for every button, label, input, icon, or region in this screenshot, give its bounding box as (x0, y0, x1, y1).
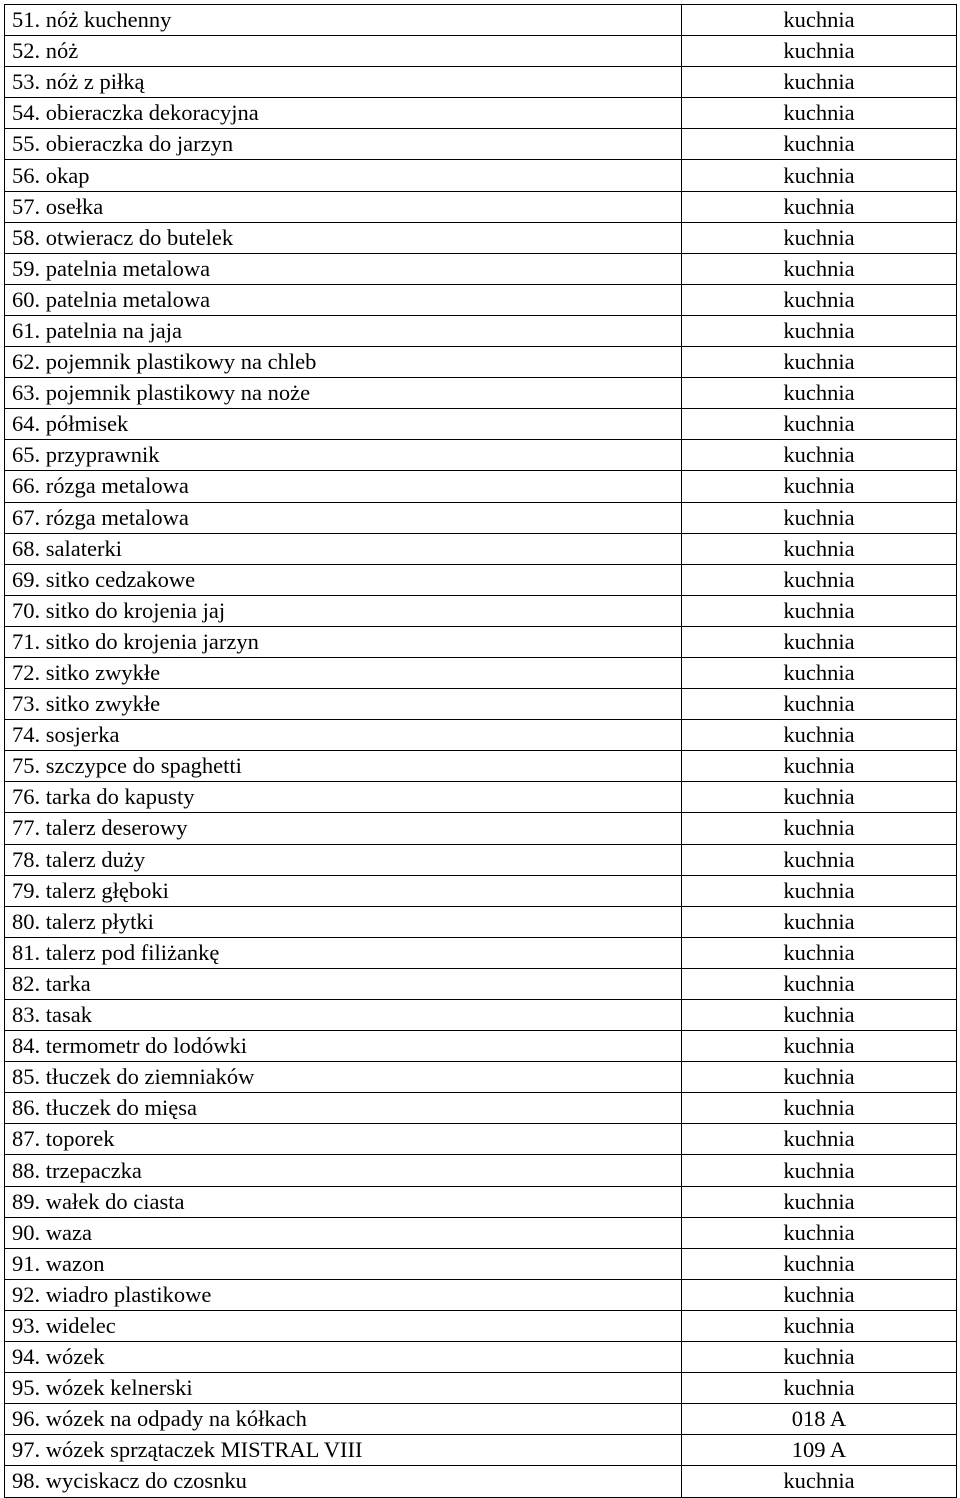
table-row (5, 751, 957, 782)
item-location-cell: kuchnia (682, 129, 957, 160)
item-location-cell: 109 A (682, 1435, 957, 1466)
item-location-cell: kuchnia (682, 440, 957, 471)
table-row (5, 160, 957, 191)
table-row (5, 1031, 957, 1062)
table-row (5, 533, 957, 564)
item-name-cell: 55. obieraczka do jarzyn (5, 129, 682, 160)
table-row (5, 844, 957, 875)
table-row (5, 129, 957, 160)
item-name-cell: 72. sitko zwykłe (5, 657, 682, 688)
table-row (5, 378, 957, 409)
item-name-cell: 61. patelnia na jaja (5, 315, 682, 346)
table-row (5, 1466, 957, 1497)
item-name-cell: 76. tarka do kapusty (5, 782, 682, 813)
table-row (5, 1310, 957, 1341)
item-name-cell: 58. otwieracz do butelek (5, 222, 682, 253)
item-location-cell: kuchnia (682, 595, 957, 626)
table-row (5, 36, 957, 67)
item-location-cell: kuchnia (682, 1062, 957, 1093)
item-location-cell: kuchnia (682, 67, 957, 98)
item-name-cell: 65. przyprawnik (5, 440, 682, 471)
item-name-cell: 97. wózek sprzątaczek MISTRAL VIII (5, 1435, 682, 1466)
item-location-cell: kuchnia (682, 626, 957, 657)
item-name-cell: 90. waza (5, 1217, 682, 1248)
item-location-cell: kuchnia (682, 1279, 957, 1310)
table-row (5, 968, 957, 999)
item-name-cell: 88. trzepaczka (5, 1155, 682, 1186)
item-location-cell: kuchnia (682, 98, 957, 129)
table-row (5, 1248, 957, 1279)
table-row (5, 1124, 957, 1155)
item-name-cell: 53. nóż z piłką (5, 67, 682, 98)
item-location-cell: kuchnia (682, 1342, 957, 1373)
item-location-cell: kuchnia (682, 253, 957, 284)
item-name-cell: 62. pojemnik plastikowy na chleb (5, 347, 682, 378)
item-location-cell: kuchnia (682, 284, 957, 315)
item-location-cell: kuchnia (682, 657, 957, 688)
item-name-cell: 92. wiadro plastikowe (5, 1279, 682, 1310)
item-name-cell: 54. obieraczka dekoracyjna (5, 98, 682, 129)
item-location-cell: kuchnia (682, 1124, 957, 1155)
table-row (5, 284, 957, 315)
item-name-cell: 78. talerz duży (5, 844, 682, 875)
table-row (5, 98, 957, 129)
table-row (5, 471, 957, 502)
table-row (5, 875, 957, 906)
item-location-cell: kuchnia (682, 720, 957, 751)
table-row (5, 253, 957, 284)
item-name-cell: 57. osełka (5, 191, 682, 222)
item-name-cell: 73. sitko zwykłe (5, 689, 682, 720)
item-location-cell: kuchnia (682, 533, 957, 564)
item-location-cell: kuchnia (682, 689, 957, 720)
item-location-cell: kuchnia (682, 937, 957, 968)
item-location-cell: kuchnia (682, 502, 957, 533)
table-row (5, 440, 957, 471)
item-name-cell: 80. talerz płytki (5, 906, 682, 937)
item-name-cell: 60. patelnia metalowa (5, 284, 682, 315)
item-location-cell: kuchnia (682, 751, 957, 782)
item-name-cell: 83. tasak (5, 1000, 682, 1031)
item-location-cell: 018 A (682, 1404, 957, 1435)
table-row (5, 1373, 957, 1404)
item-name-cell: 52. nóż (5, 36, 682, 67)
item-name-cell: 67. rózga metalowa (5, 502, 682, 533)
table-row (5, 1279, 957, 1310)
table-row (5, 1062, 957, 1093)
table-row (5, 1404, 957, 1435)
item-name-cell: 91. wazon (5, 1248, 682, 1279)
item-location-cell: kuchnia (682, 1310, 957, 1341)
item-name-cell: 59. patelnia metalowa (5, 253, 682, 284)
table-row (5, 502, 957, 533)
item-location-cell: kuchnia (682, 564, 957, 595)
item-name-cell: 51. nóż kuchenny (5, 5, 682, 36)
item-name-cell: 81. talerz pod filiżankę (5, 937, 682, 968)
table-row (5, 937, 957, 968)
item-location-cell: kuchnia (682, 315, 957, 346)
item-name-cell: 68. salaterki (5, 533, 682, 564)
item-location-cell: kuchnia (682, 1031, 957, 1062)
table-row (5, 689, 957, 720)
item-name-cell: 74. sosjerka (5, 720, 682, 751)
table-row (5, 1342, 957, 1373)
item-location-cell: kuchnia (682, 844, 957, 875)
item-name-cell: 82. tarka (5, 968, 682, 999)
item-location-cell: kuchnia (682, 222, 957, 253)
table-row (5, 720, 957, 751)
item-name-cell: 93. widelec (5, 1310, 682, 1341)
item-location-cell: kuchnia (682, 409, 957, 440)
table-row (5, 191, 957, 222)
table-row (5, 595, 957, 626)
item-name-cell: 71. sitko do krojenia jarzyn (5, 626, 682, 657)
item-name-cell: 95. wózek kelnerski (5, 1373, 682, 1404)
item-location-cell: kuchnia (682, 5, 957, 36)
item-name-cell: 94. wózek (5, 1342, 682, 1373)
item-location-cell: kuchnia (682, 191, 957, 222)
table-row (5, 657, 957, 688)
item-location-cell: kuchnia (682, 160, 957, 191)
item-name-cell: 98. wyciskacz do czosnku (5, 1466, 682, 1497)
item-location-cell: kuchnia (682, 875, 957, 906)
item-location-cell: kuchnia (682, 1155, 957, 1186)
item-location-cell: kuchnia (682, 36, 957, 67)
table-row (5, 222, 957, 253)
item-location-cell: kuchnia (682, 347, 957, 378)
table-row (5, 1435, 957, 1466)
table-row (5, 1093, 957, 1124)
item-name-cell: 69. sitko cedzakowe (5, 564, 682, 595)
inventory-table-body (5, 5, 957, 1498)
item-name-cell: 66. rózga metalowa (5, 471, 682, 502)
table-row (5, 347, 957, 378)
table-row (5, 67, 957, 98)
table-row (5, 5, 957, 36)
item-name-cell: 56. okap (5, 160, 682, 191)
table-row (5, 782, 957, 813)
item-location-cell: kuchnia (682, 471, 957, 502)
item-name-cell: 89. wałek do ciasta (5, 1186, 682, 1217)
item-location-cell: kuchnia (682, 782, 957, 813)
item-location-cell: kuchnia (682, 1248, 957, 1279)
item-name-cell: 77. talerz deserowy (5, 813, 682, 844)
table-row (5, 1217, 957, 1248)
item-name-cell: 75. szczypce do spaghetti (5, 751, 682, 782)
item-location-cell: kuchnia (682, 968, 957, 999)
item-location-cell: kuchnia (682, 1000, 957, 1031)
table-row (5, 1155, 957, 1186)
item-name-cell: 85. tłuczek do ziemniaków (5, 1062, 682, 1093)
inventory-table (4, 4, 957, 1498)
item-name-cell: 79. talerz głęboki (5, 875, 682, 906)
table-row (5, 564, 957, 595)
item-name-cell: 63. pojemnik plastikowy na noże (5, 378, 682, 409)
table-row (5, 906, 957, 937)
table-row (5, 315, 957, 346)
item-name-cell: 70. sitko do krojenia jaj (5, 595, 682, 626)
item-name-cell: 64. półmisek (5, 409, 682, 440)
item-name-cell: 96. wózek na odpady na kółkach (5, 1404, 682, 1435)
item-name-cell: 86. tłuczek do mięsa (5, 1093, 682, 1124)
table-row (5, 409, 957, 440)
item-name-cell: 84. termometr do lodówki (5, 1031, 682, 1062)
item-location-cell: kuchnia (682, 1466, 957, 1497)
table-row (5, 813, 957, 844)
item-name-cell: 87. toporek (5, 1124, 682, 1155)
item-location-cell: kuchnia (682, 1186, 957, 1217)
item-location-cell: kuchnia (682, 906, 957, 937)
item-location-cell: kuchnia (682, 813, 957, 844)
table-row (5, 1186, 957, 1217)
table-row (5, 626, 957, 657)
item-location-cell: kuchnia (682, 1373, 957, 1404)
item-location-cell: kuchnia (682, 1217, 957, 1248)
item-location-cell: kuchnia (682, 378, 957, 409)
item-location-cell: kuchnia (682, 1093, 957, 1124)
table-row (5, 1000, 957, 1031)
